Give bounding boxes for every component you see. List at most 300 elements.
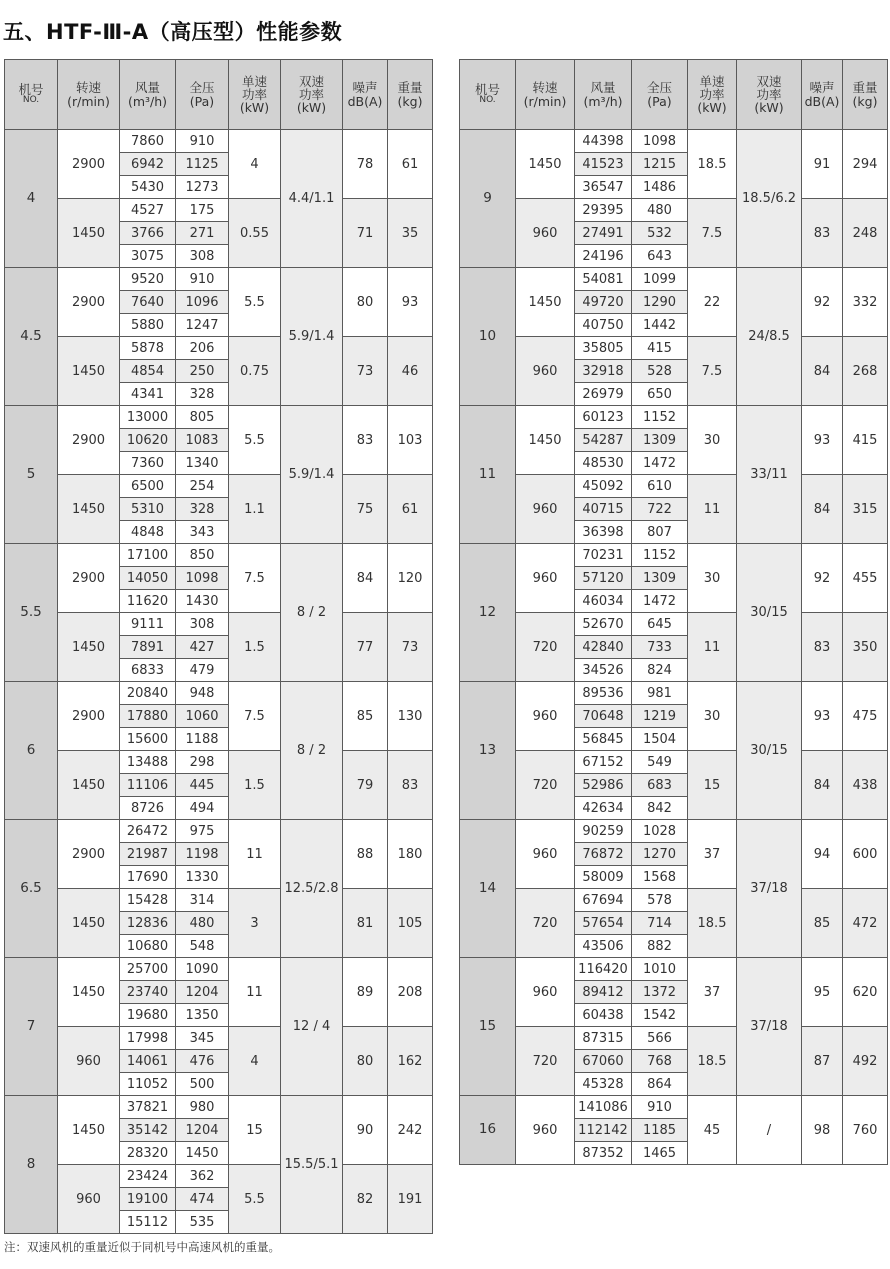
pressure-value: 975 <box>176 820 229 843</box>
header-line: 风量 <box>590 80 616 96</box>
speed-rpm: 2900 <box>58 406 120 475</box>
header-line: 单速 <box>241 73 267 89</box>
speed-rpm: 960 <box>516 199 575 268</box>
pressure-value: 1486 <box>632 176 688 199</box>
pressure-value: 480 <box>176 912 229 935</box>
header-noise <box>802 60 843 130</box>
weight-value: 208 <box>388 958 433 1027</box>
speed-rpm: 2900 <box>58 682 120 751</box>
airflow-value: 7891 <box>120 636 176 659</box>
table-row <box>5 199 433 222</box>
airflow-value: 48530 <box>575 452 632 475</box>
pressure-value: 882 <box>632 935 688 958</box>
airflow-value: 45328 <box>575 1073 632 1096</box>
airflow-value: 19680 <box>120 1004 176 1027</box>
airflow-value: 6833 <box>120 659 176 682</box>
table-row <box>5 1027 433 1050</box>
page-title: 五、HTF-Ⅲ-A（高压型）性能参数 <box>3 20 343 44</box>
fan-number: 15 <box>460 958 516 1096</box>
airflow-value: 29395 <box>575 199 632 222</box>
noise-value: 90 <box>343 1096 388 1165</box>
header-line: 功率 <box>756 86 782 102</box>
header-line: (r/min) <box>523 93 567 109</box>
dual-speed-power: 8 / 2 <box>281 682 343 820</box>
airflow-value: 12836 <box>120 912 176 935</box>
pressure-value: 1504 <box>632 728 688 751</box>
pressure-value: 328 <box>176 498 229 521</box>
pressure-value: 1010 <box>632 958 688 981</box>
airflow-value: 27491 <box>575 222 632 245</box>
speed-rpm: 1450 <box>58 1096 120 1165</box>
table-row <box>5 544 433 567</box>
pressure-value: 910 <box>176 268 229 291</box>
pressure-value: 1450 <box>176 1142 229 1165</box>
dual-speed-power: 12 / 4 <box>281 958 343 1096</box>
header-line: (Pa) <box>189 93 215 109</box>
weight-value: 475 <box>843 682 888 751</box>
weight-value: 472 <box>843 889 888 958</box>
table-row <box>460 1027 888 1050</box>
pressure-value: 1330 <box>176 866 229 889</box>
noise-value: 94 <box>802 820 843 889</box>
weight-value: 760 <box>843 1096 888 1165</box>
speed-rpm: 720 <box>516 613 575 682</box>
weight-value: 438 <box>843 751 888 820</box>
weight-value: 332 <box>843 268 888 337</box>
single-speed-power: 15 <box>688 751 737 820</box>
header-dual-power <box>737 60 802 130</box>
noise-value: 82 <box>343 1165 388 1234</box>
airflow-value: 23424 <box>120 1165 176 1188</box>
table-row <box>5 889 433 912</box>
header-line: 机号 <box>474 82 500 98</box>
single-speed-power: 18.5 <box>688 889 737 958</box>
table-row <box>460 544 888 567</box>
single-speed-power: 5.5 <box>229 406 281 475</box>
table-row <box>460 889 888 912</box>
single-speed-power: 18.5 <box>688 1027 737 1096</box>
airflow-value: 28320 <box>120 1142 176 1165</box>
pressure-value: 768 <box>632 1050 688 1073</box>
speed-rpm: 960 <box>516 337 575 406</box>
pressure-value: 476 <box>176 1050 229 1073</box>
speed-rpm: 960 <box>516 682 575 751</box>
airflow-value: 56845 <box>575 728 632 751</box>
fan-number: 7 <box>5 958 58 1096</box>
pressure-value: 474 <box>176 1188 229 1211</box>
pressure-value: 1152 <box>632 406 688 429</box>
fan-number: 5 <box>5 406 58 544</box>
speed-rpm: 720 <box>516 751 575 820</box>
noise-value: 87 <box>802 1027 843 1096</box>
pressure-value: 1185 <box>632 1119 688 1142</box>
speed-rpm: 960 <box>516 1096 575 1165</box>
pressure-value: 714 <box>632 912 688 935</box>
weight-value: 105 <box>388 889 433 958</box>
single-speed-power: 1.5 <box>229 613 281 682</box>
dual-speed-power: 5.9/1.4 <box>281 406 343 544</box>
airflow-value: 14050 <box>120 567 176 590</box>
airflow-value: 90259 <box>575 820 632 843</box>
table-row <box>5 268 433 291</box>
airflow-value: 19100 <box>120 1188 176 1211</box>
pressure-value: 1152 <box>632 544 688 567</box>
airflow-value: 58009 <box>575 866 632 889</box>
weight-value: 61 <box>388 130 433 199</box>
single-speed-power: 30 <box>688 544 737 613</box>
weight-value: 35 <box>388 199 433 268</box>
header-noise <box>343 60 388 130</box>
pressure-value: 1273 <box>176 176 229 199</box>
airflow-value: 32918 <box>575 360 632 383</box>
performance-table-right <box>459 59 888 1165</box>
pressure-value: 1219 <box>632 705 688 728</box>
airflow-value: 17880 <box>120 705 176 728</box>
airflow-value: 14061 <box>120 1050 176 1073</box>
pressure-value: 643 <box>632 245 688 268</box>
noise-value: 80 <box>343 268 388 337</box>
airflow-value: 34526 <box>575 659 632 682</box>
header-line: 全压 <box>646 80 672 96</box>
table-row <box>5 475 433 498</box>
weight-value: 350 <box>843 613 888 682</box>
table-row <box>5 1165 433 1188</box>
single-speed-power: 30 <box>688 406 737 475</box>
airflow-value: 24196 <box>575 245 632 268</box>
dual-speed-power: 37/18 <box>737 820 802 958</box>
noise-value: 92 <box>802 268 843 337</box>
airflow-value: 7860 <box>120 130 176 153</box>
weight-value: 93 <box>388 268 433 337</box>
airflow-value: 57654 <box>575 912 632 935</box>
weight-value: 242 <box>388 1096 433 1165</box>
noise-value: 81 <box>343 889 388 958</box>
header-pressure <box>176 60 229 130</box>
noise-value: 80 <box>343 1027 388 1096</box>
performance-table-left <box>4 59 433 1234</box>
table-row <box>5 958 433 981</box>
airflow-value: 67694 <box>575 889 632 912</box>
header-line: 重量 <box>397 80 423 96</box>
header-line: (Pa) <box>647 93 672 109</box>
noise-value: 79 <box>343 751 388 820</box>
fan-number: 13 <box>460 682 516 820</box>
noise-value: 85 <box>343 682 388 751</box>
footnote: 注：双速风机的重量近似于同机号中高速风机的重量。 <box>4 1240 280 1254</box>
airflow-value: 26979 <box>575 383 632 406</box>
airflow-value: 45092 <box>575 475 632 498</box>
pressure-value: 362 <box>176 1165 229 1188</box>
noise-value: 83 <box>802 199 843 268</box>
table-row <box>460 682 888 705</box>
dual-speed-power: 8 / 2 <box>281 544 343 682</box>
airflow-value: 67152 <box>575 751 632 774</box>
header-line: (kW) <box>239 100 270 116</box>
single-speed-power: 5.5 <box>229 268 281 337</box>
pressure-value: 1090 <box>176 958 229 981</box>
single-speed-power: 7.5 <box>229 682 281 751</box>
airflow-value: 116420 <box>575 958 632 981</box>
noise-value: 93 <box>802 682 843 751</box>
airflow-value: 4527 <box>120 199 176 222</box>
table-row <box>5 1096 433 1119</box>
table-row <box>5 337 433 360</box>
weight-value: 103 <box>388 406 433 475</box>
header-line: dB(A) <box>347 93 383 109</box>
header-weight <box>388 60 433 130</box>
pressure-value: 1442 <box>632 314 688 337</box>
fan-number: 12 <box>460 544 516 682</box>
airflow-value: 76872 <box>575 843 632 866</box>
table-row <box>460 199 888 222</box>
airflow-value: 11106 <box>120 774 176 797</box>
airflow-value: 9520 <box>120 268 176 291</box>
table-row <box>460 751 888 774</box>
airflow-value: 112142 <box>575 1119 632 1142</box>
pressure-value: 1309 <box>632 567 688 590</box>
airflow-value: 60438 <box>575 1004 632 1027</box>
speed-rpm: 960 <box>516 544 575 613</box>
airflow-value: 8726 <box>120 797 176 820</box>
speed-rpm: 960 <box>516 475 575 544</box>
fan-number: 10 <box>460 268 516 406</box>
airflow-value: 44398 <box>575 130 632 153</box>
pressure-value: 807 <box>632 521 688 544</box>
dual-speed-power: 33/11 <box>737 406 802 544</box>
airflow-value: 36547 <box>575 176 632 199</box>
pressure-value: 824 <box>632 659 688 682</box>
pressure-value: 271 <box>176 222 229 245</box>
pressure-value: 805 <box>176 406 229 429</box>
pressure-value: 1568 <box>632 866 688 889</box>
single-speed-power: 1.5 <box>229 751 281 820</box>
pressure-value: 328 <box>176 383 229 406</box>
airflow-value: 70231 <box>575 544 632 567</box>
pressure-value: 528 <box>632 360 688 383</box>
airflow-value: 49720 <box>575 291 632 314</box>
weight-value: 248 <box>843 199 888 268</box>
speed-rpm: 960 <box>516 820 575 889</box>
header-single-power <box>688 60 737 130</box>
noise-value: 98 <box>802 1096 843 1165</box>
table-row <box>460 820 888 843</box>
pressure-value: 1340 <box>176 452 229 475</box>
noise-value: 95 <box>802 958 843 1027</box>
airflow-value: 17100 <box>120 544 176 567</box>
single-speed-power: 7.5 <box>688 337 737 406</box>
airflow-value: 25700 <box>120 958 176 981</box>
header-dual-power <box>281 60 343 130</box>
dual-speed-power: 24/8.5 <box>737 268 802 406</box>
header-airflow <box>120 60 176 130</box>
pressure-value: 1270 <box>632 843 688 866</box>
airflow-value: 35142 <box>120 1119 176 1142</box>
single-speed-power: 11 <box>688 613 737 682</box>
pressure-value: 480 <box>632 199 688 222</box>
airflow-value: 54287 <box>575 429 632 452</box>
weight-value: 83 <box>388 751 433 820</box>
table-row <box>5 613 433 636</box>
fan-number: 9 <box>460 130 516 268</box>
airflow-value: 6500 <box>120 475 176 498</box>
pressure-value: 1204 <box>176 1119 229 1142</box>
pressure-value: 1083 <box>176 429 229 452</box>
noise-value: 84 <box>802 475 843 544</box>
pressure-value: 910 <box>632 1096 688 1119</box>
dual-speed-power: / <box>737 1096 802 1165</box>
airflow-value: 87352 <box>575 1142 632 1165</box>
weight-value: 162 <box>388 1027 433 1096</box>
single-speed-power: 3 <box>229 889 281 958</box>
weight-value: 268 <box>843 337 888 406</box>
pressure-value: 479 <box>176 659 229 682</box>
header-line: (kg) <box>852 93 878 109</box>
pressure-value: 1465 <box>632 1142 688 1165</box>
pressure-value: 415 <box>632 337 688 360</box>
airflow-value: 4341 <box>120 383 176 406</box>
header-line: (kW) <box>754 100 784 116</box>
pressure-value: 683 <box>632 774 688 797</box>
header-line: dB(A) <box>804 93 840 109</box>
airflow-value: 3766 <box>120 222 176 245</box>
airflow-value: 13000 <box>120 406 176 429</box>
single-speed-power: 11 <box>229 820 281 889</box>
airflow-value: 52670 <box>575 613 632 636</box>
pressure-value: 343 <box>176 521 229 544</box>
airflow-value: 15600 <box>120 728 176 751</box>
airflow-value: 5878 <box>120 337 176 360</box>
noise-value: 93 <box>802 406 843 475</box>
weight-value: 294 <box>843 130 888 199</box>
airflow-value: 10620 <box>120 429 176 452</box>
noise-value: 83 <box>802 613 843 682</box>
header-line: (m³/h) <box>127 93 168 109</box>
airflow-value: 52986 <box>575 774 632 797</box>
single-speed-power: 4 <box>229 130 281 199</box>
airflow-value: 89412 <box>575 981 632 1004</box>
header-line: 机号 <box>18 82 44 98</box>
airflow-value: 15428 <box>120 889 176 912</box>
speed-rpm: 1450 <box>58 613 120 682</box>
noise-value: 91 <box>802 130 843 199</box>
weight-value: 620 <box>843 958 888 1027</box>
noise-value: 75 <box>343 475 388 544</box>
airflow-value: 6942 <box>120 153 176 176</box>
airflow-value: 15112 <box>120 1211 176 1234</box>
header-line: NO. <box>479 95 496 106</box>
airflow-value: 40750 <box>575 314 632 337</box>
weight-value: 180 <box>388 820 433 889</box>
table-row <box>5 130 433 153</box>
fan-number: 16 <box>460 1096 516 1165</box>
table-row <box>460 613 888 636</box>
header-line: 重量 <box>852 80 878 96</box>
single-speed-power: 0.75 <box>229 337 281 406</box>
noise-value: 92 <box>802 544 843 613</box>
pressure-value: 722 <box>632 498 688 521</box>
noise-value: 85 <box>802 889 843 958</box>
pressure-value: 1060 <box>176 705 229 728</box>
speed-rpm: 960 <box>516 958 575 1027</box>
header-weight <box>843 60 888 130</box>
airflow-value: 89536 <box>575 682 632 705</box>
table-row <box>5 820 433 843</box>
speed-rpm: 1450 <box>516 130 575 199</box>
pressure-value: 1472 <box>632 452 688 475</box>
noise-value: 77 <box>343 613 388 682</box>
header-line: 噪声 <box>809 80 835 96</box>
airflow-value: 40715 <box>575 498 632 521</box>
speed-rpm: 1450 <box>58 475 120 544</box>
fan-number: 14 <box>460 820 516 958</box>
speed-rpm: 2900 <box>58 130 120 199</box>
airflow-value: 67060 <box>575 1050 632 1073</box>
speed-rpm: 1450 <box>58 751 120 820</box>
header-pressure <box>632 60 688 130</box>
table-row <box>460 475 888 498</box>
airflow-value: 37821 <box>120 1096 176 1119</box>
single-speed-power: 22 <box>688 268 737 337</box>
header-line: 风量 <box>134 80 160 96</box>
single-speed-power: 1.1 <box>229 475 281 544</box>
airflow-value: 57120 <box>575 567 632 590</box>
pressure-value: 206 <box>176 337 229 360</box>
pressure-value: 308 <box>176 245 229 268</box>
pressure-value: 645 <box>632 613 688 636</box>
table-row <box>5 751 433 774</box>
header-row <box>460 60 888 130</box>
pressure-value: 500 <box>176 1073 229 1096</box>
weight-value: 315 <box>843 475 888 544</box>
speed-rpm: 1450 <box>58 958 120 1027</box>
header-single-power <box>229 60 281 130</box>
fan-number: 11 <box>460 406 516 544</box>
speed-rpm: 1450 <box>516 406 575 475</box>
header-line: 功率 <box>699 86 725 102</box>
airflow-value: 87315 <box>575 1027 632 1050</box>
header-line: 功率 <box>298 86 324 102</box>
pressure-value: 494 <box>176 797 229 820</box>
weight-value: 600 <box>843 820 888 889</box>
airflow-value: 13488 <box>120 751 176 774</box>
weight-value: 130 <box>388 682 433 751</box>
single-speed-power: 45 <box>688 1096 737 1165</box>
airflow-value: 43506 <box>575 935 632 958</box>
single-speed-power: 30 <box>688 682 737 751</box>
header-line: (r/min) <box>67 93 110 109</box>
header-line: 功率 <box>241 86 267 102</box>
pressure-value: 980 <box>176 1096 229 1119</box>
dual-speed-power: 15.5/5.1 <box>281 1096 343 1234</box>
speed-rpm: 1450 <box>58 337 120 406</box>
table-row <box>460 268 888 291</box>
pressure-value: 1028 <box>632 820 688 843</box>
speed-rpm: 1450 <box>516 268 575 337</box>
pressure-value: 1472 <box>632 590 688 613</box>
dual-speed-power: 37/18 <box>737 958 802 1096</box>
airflow-value: 54081 <box>575 268 632 291</box>
pressure-value: 1215 <box>632 153 688 176</box>
header-line: (kW) <box>296 100 327 116</box>
airflow-value: 26472 <box>120 820 176 843</box>
pressure-value: 1542 <box>632 1004 688 1027</box>
single-speed-power: 7.5 <box>688 199 737 268</box>
header-line: (kg) <box>397 93 423 109</box>
airflow-value: 11620 <box>120 590 176 613</box>
pressure-value: 345 <box>176 1027 229 1050</box>
single-speed-power: 37 <box>688 820 737 889</box>
header-line: 噪声 <box>352 80 378 96</box>
